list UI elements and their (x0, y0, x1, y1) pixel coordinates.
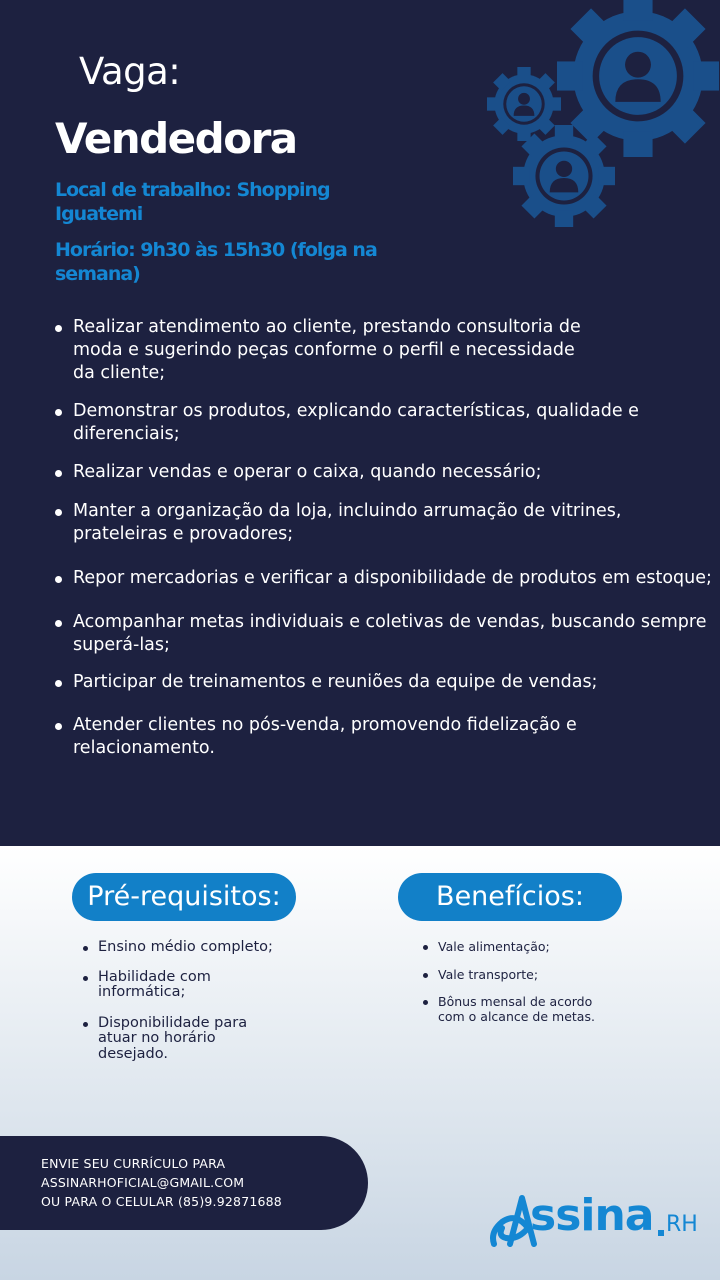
details-section (0, 846, 720, 1280)
responsibility-item: Manter a organização da loja, incluindo arrumação de vitrines, prateleiras e provadores; (52, 500, 712, 546)
job-title: Vendedora (55, 114, 297, 163)
benefit-item: Vale alimentação; (421, 940, 621, 955)
requirement-item: Disponibilidade para atuar no horário desejado. (81, 1016, 273, 1063)
job-label: Vaga: (79, 50, 181, 93)
requirement-item: Habilidade com informática; (81, 970, 238, 1001)
responsibility-item: Realizar atendimento ao cliente, prestando consultoria de moda e sugerindo peças conforme o perfil e necessidade da cliente; (52, 316, 588, 385)
responsibility-item: Realizar vendas e operar o caixa, quando necessário; (52, 461, 712, 484)
logo-word: ssina (530, 1190, 654, 1241)
requirements-title: Pré-requisitos: (72, 873, 296, 921)
job-hours: Horário: 9h30 às 15h30 (folga na semana) (55, 239, 377, 285)
benefit-item: Bônus mensal de acordo com o alcance de metas. (421, 995, 603, 1024)
logo-suffix: RH (666, 1212, 698, 1237)
responsibility-item: Demonstrar os produtos, explicando características, qualidade e diferenciais; (52, 400, 712, 446)
requirement-item: Ensino médio completo; (81, 940, 291, 956)
logo-dot (658, 1230, 664, 1236)
contact-banner (0, 1136, 368, 1230)
contact-email[interactable]: ASSINARHOFICIAL@GMAIL.COM (41, 1175, 245, 1190)
job-location: Local de trabalho: Shopping Iguatemi (55, 179, 330, 225)
responsibility-item: Atender clientes no pós-venda, promovendo fidelização e relacionamento. (52, 714, 712, 760)
assina-logo (488, 1192, 708, 1250)
gear-person-icon (480, 0, 720, 232)
responsibilities-list (52, 316, 712, 760)
requirements-list (81, 940, 291, 1062)
contact-phone[interactable]: OU PARA O CELULAR (85)9.92871688 (41, 1194, 282, 1209)
responsibility-item: Acompanhar metas individuais e coletivas de vendas, buscando sempre superá-las; (52, 611, 712, 657)
benefits-list (421, 940, 621, 1024)
contact-instruction: ENVIE SEU CURRÍCULO PARA (41, 1156, 226, 1171)
responsibility-item: Repor mercadorias e verificar a disponibilidade de produtos em estoque; (52, 567, 712, 590)
responsibility-item: Participar de treinamentos e reuniões da equipe de vendas; (52, 671, 712, 694)
benefit-item: Vale transporte; (421, 968, 621, 983)
benefits-title: Benefícios: (398, 873, 622, 921)
